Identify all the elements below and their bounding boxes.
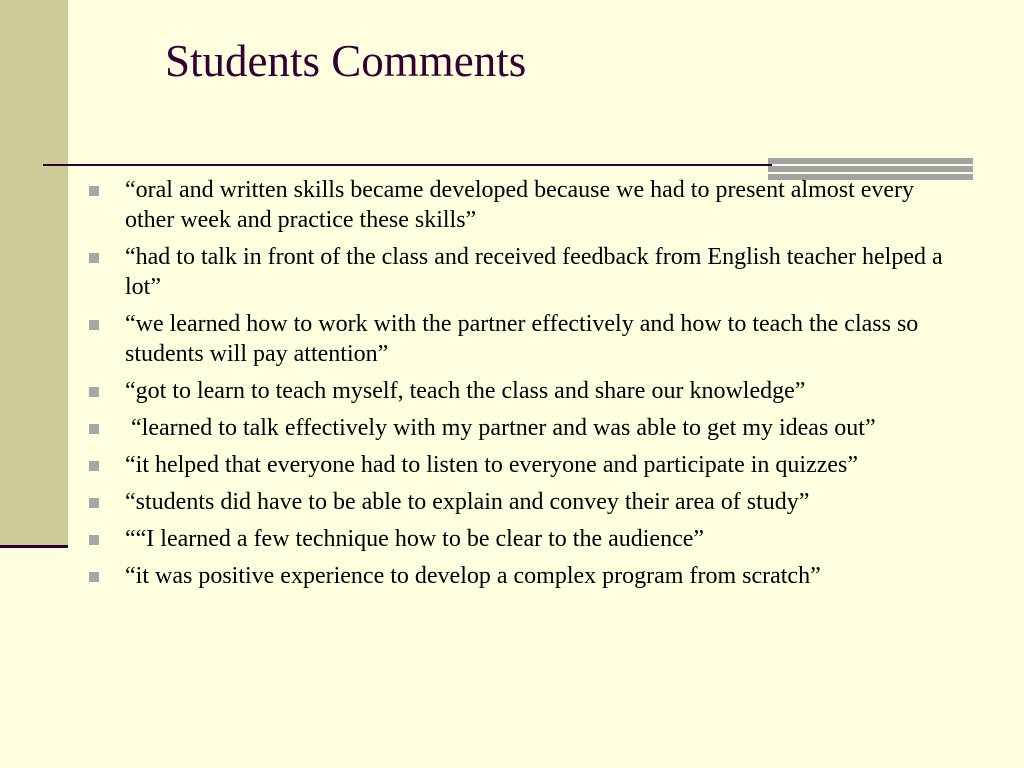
square-bullet-icon [89,253,99,263]
comment-text: “oral and written skills became developed because we had to present almost every other week and practice these skills” [125,177,921,233]
list-item [87,524,967,554]
comment-list [87,175,967,598]
square-bullet-icon [89,424,99,434]
square-bullet-icon [89,186,99,196]
left-sidebar-bar [0,0,68,545]
list-item [87,175,967,235]
slide-title: Students Comments [165,36,527,86]
title-divider-line [43,164,772,166]
comment-text: “had to talk in front of the class and received feedback from English teacher helped a lot” [125,244,949,300]
comment-text: “it was positive experience to develop a complex program from scratch” [125,563,821,589]
list-item [87,309,967,369]
square-bullet-icon [89,461,99,471]
list-item [87,376,967,406]
comment-text: ““I learned a few technique how to be clear to the audience” [125,526,705,552]
list-item [87,561,967,591]
comment-text: “got to learn to teach myself, teach the class and share our knowledge” [125,378,806,404]
comment-text: “students did have to be able to explain and convey their area of study” [125,489,810,515]
comment-text: “learned to talk effectively with my partner and was able to get my ideas out” [125,415,876,441]
list-item [87,487,967,517]
square-bullet-icon [89,387,99,397]
comment-text: “we learned how to work with the partner effectively and how to teach the class so students will pay attention” [125,311,925,367]
square-bullet-icon [89,498,99,508]
gray-stripe [768,158,973,164]
gray-stripe [768,166,973,172]
square-bullet-icon [89,320,99,330]
square-bullet-icon [89,572,99,582]
list-item [87,242,967,302]
square-bullet-icon [89,535,99,545]
comment-text: “it helped that everyone had to listen to everyone and participate in quizzes” [125,452,859,478]
list-item [87,450,967,480]
list-item [87,413,967,443]
sidebar-accent-line [0,545,68,548]
